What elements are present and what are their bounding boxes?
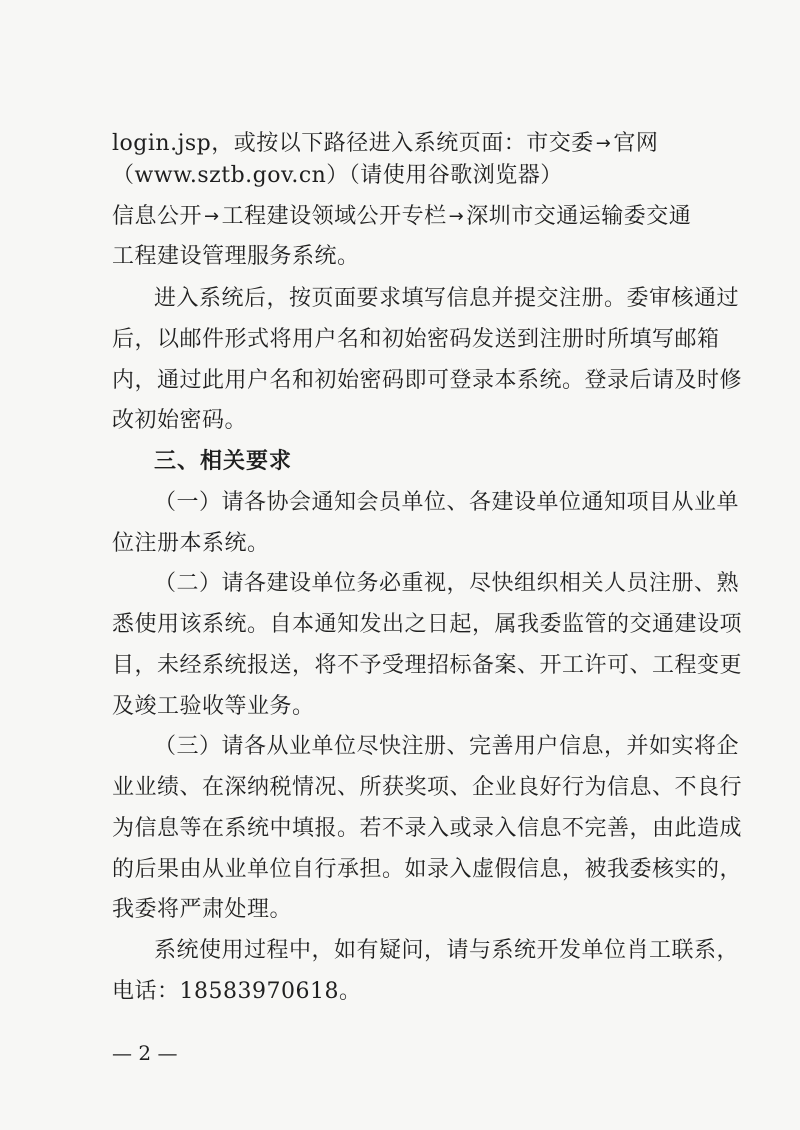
text-line-11 [154, 569, 739, 599]
paragraph-text: 及竣工验收等业务。 [112, 694, 315, 719]
paragraph-text: 目，未经系统报送，将不予受理招标备案、开工许可、工程变更 [112, 653, 743, 678]
path-step-3: 深圳市交通运输委交通 [466, 204, 692, 229]
arrow-icon: → [595, 133, 612, 154]
text-line-13 [112, 651, 742, 681]
text-line-20 [154, 936, 739, 966]
system-name-text: 工程建设管理服务系统。 [112, 244, 360, 269]
paragraph-text: 进入系统后，按页面要求填写信息并提交注册。委审核通过 [154, 286, 740, 311]
requirement-item-1: （一）请各协会通知会员单位、各建设单位通知项目从业单 [154, 490, 740, 515]
page-number-text: — 2 — [112, 1041, 178, 1065]
website-label: 官网 [613, 131, 659, 156]
arrow-icon: → [448, 206, 465, 227]
text-line-4 [112, 242, 360, 272]
paragraph-text: 后，以邮件形式将用户名和初始密码发送到注册时所填写邮箱 [112, 327, 720, 352]
section-heading-text: 三、相关要求 [154, 449, 293, 474]
paragraph-text: 内，通过此用户名和初始密码即可登录本系统。登录后请及时修 [112, 368, 743, 393]
contact-text: 系统使用过程中，如有疑问，请与系统开发单位肖工联系， [154, 938, 740, 963]
text-line-10 [112, 529, 270, 559]
paragraph-text: 我委将严肃处理。 [112, 897, 293, 922]
paragraph-text: 为信息等在系统中填报。若不录入或录入信息不完善，由此造成 [112, 816, 743, 841]
arrow-icon: → [204, 206, 220, 227]
text-line-8 [112, 406, 247, 436]
paragraph-text: 位注册本系统。 [112, 531, 270, 556]
text-line-21 [112, 977, 361, 1007]
text-line-18 [112, 855, 742, 885]
text-line-9 [154, 488, 739, 518]
website-url-text: （www.sztb.gov.cn）（请使用谷歌浏览器） [112, 163, 563, 188]
text-line-19 [112, 895, 292, 925]
section-heading [154, 447, 292, 477]
text-line-3 [112, 202, 691, 232]
text-line-5 [154, 284, 739, 314]
paragraph-text: 业业绩、在深纳税情况、所获奖项、企业良好行为信息、不良行 [112, 775, 743, 800]
text-line-6 [112, 325, 720, 355]
text-line-2 [112, 161, 563, 191]
text-line-15 [154, 732, 739, 762]
path-step-2: 工程建设领域公开专栏 [221, 204, 447, 229]
text-line-14 [112, 692, 315, 722]
text-line-16 [112, 773, 742, 803]
text-line-1 [112, 129, 658, 159]
text-line-17 [112, 814, 742, 844]
requirement-item-3: （三）请各从业单位尽快注册、完善用户信息，并如实将企 [154, 734, 740, 759]
path-step-1: 信息公开 [112, 204, 203, 229]
requirement-item-2: （二）请各建设单位务必重视，尽快组织相关人员注册、熟 [154, 571, 740, 596]
phone-text: 电话：18583970618。 [112, 979, 362, 1004]
paragraph-text: 的后果由从业单位自行承担。如录入虚假信息，被我委核实的， [112, 857, 743, 882]
text-line-12 [112, 610, 742, 640]
page-number [112, 1038, 177, 1068]
paragraph-text: 改初始密码。 [112, 408, 248, 433]
paragraph-text: 悉使用该系统。自本通知发出之日起，属我委监管的交通建设项 [112, 612, 743, 637]
text-line-7 [112, 366, 742, 396]
url-path-text: login.jsp，或按以下路径进入系统页面：市交委 [112, 131, 594, 156]
